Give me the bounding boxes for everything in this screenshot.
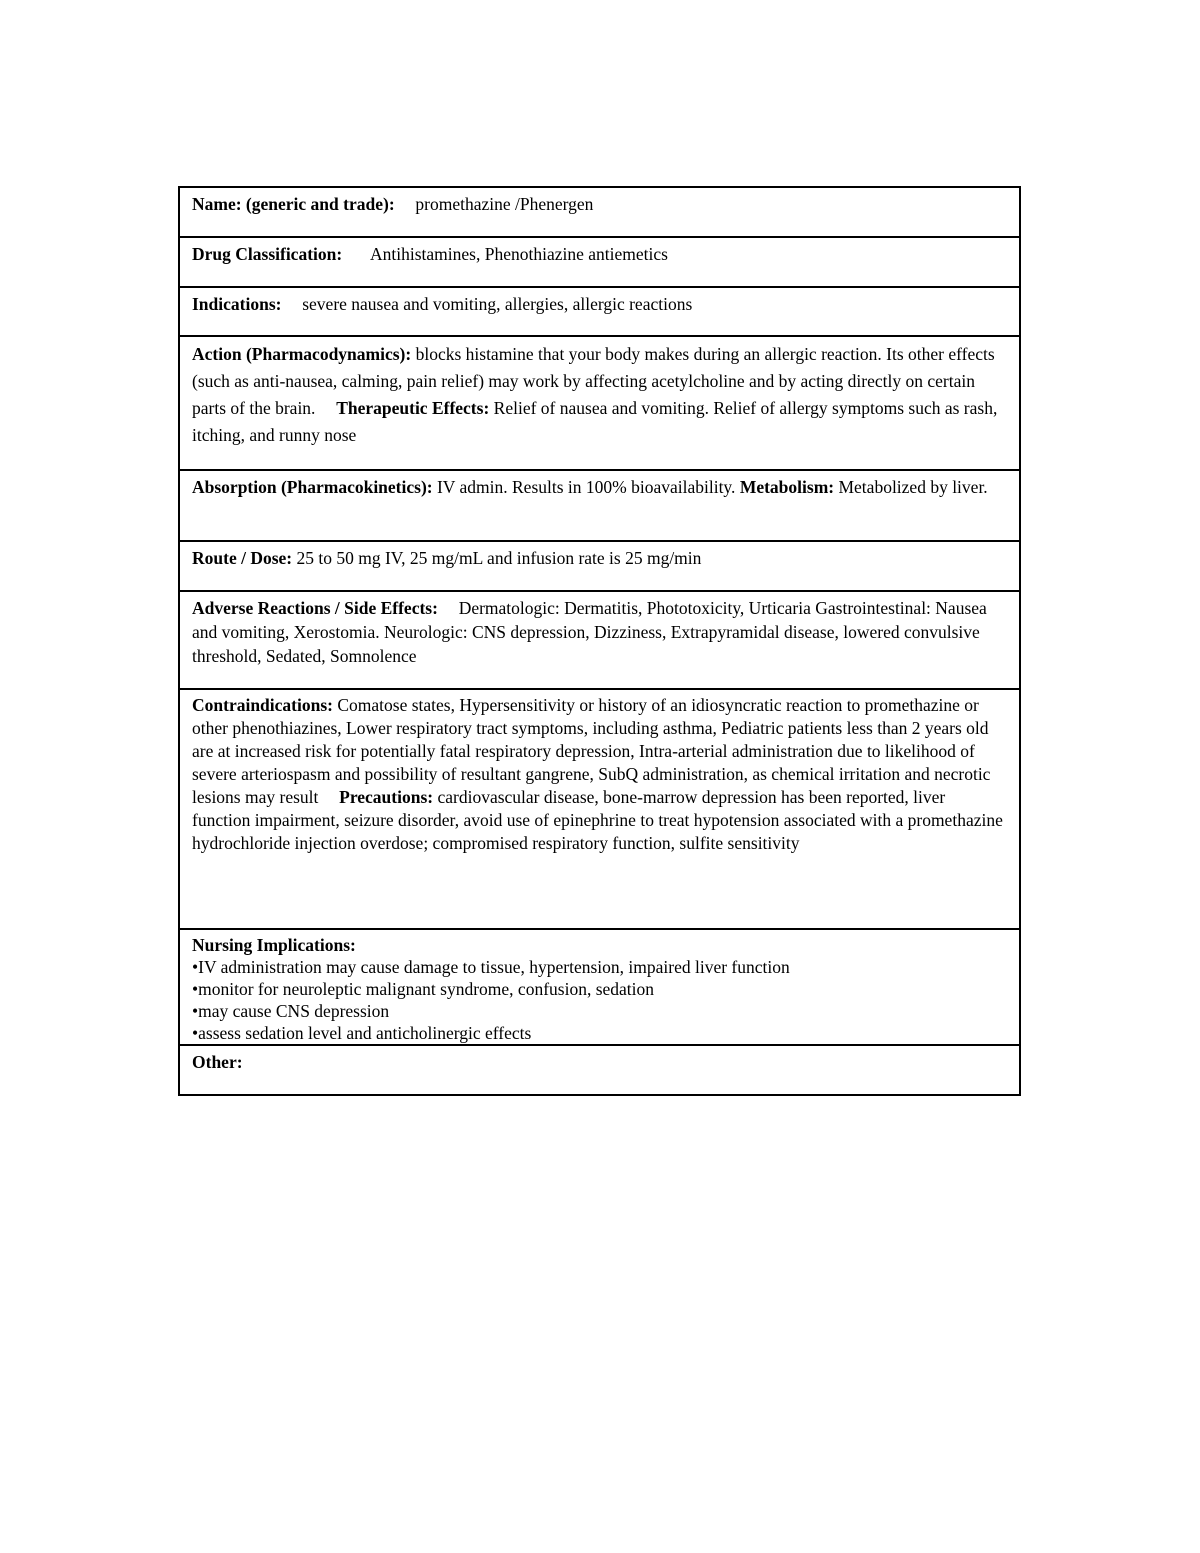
name-label: Name: (generic and trade): bbox=[192, 194, 395, 214]
name-value: promethazine /Phenergen bbox=[415, 194, 594, 214]
route-dose-value: 25 to 50 mg IV, 25 mg/mL and infusion rate is 25 mg/min bbox=[296, 548, 702, 568]
contraindications-label: Contraindications: bbox=[192, 695, 333, 715]
precautions-label: Precautions: bbox=[339, 787, 434, 807]
contraindications-value: Comatose states, Hypersensitivity or history of an idiosyncratic reaction to promethazine or other phenothiazines, Lower respiratory tract symptoms, including asthma, Pediatric patients less than 2 years old are at increased risk for potentially fatal respiratory depression, Intra-arterial administration due to likelihood of severe arteriospasm and possibility of resultant gangrene, SubQ administration, as chemical irritation and necrotic lesions may result bbox=[192, 695, 991, 807]
metabolism-value: Metabolized by liver. bbox=[838, 477, 988, 497]
nursing-implications-label: Nursing Implications: bbox=[192, 935, 356, 955]
absorption-row bbox=[180, 471, 1019, 542]
route-dose-row bbox=[180, 542, 1019, 592]
adverse-reactions-row bbox=[180, 592, 1019, 690]
metabolism-label: Metabolism: bbox=[739, 477, 835, 497]
action-value: blocks histamine that your body makes during an allergic reaction. Its other effects (such as anti-nausea, calming, pain relief) may work by affecting acetylcholine and by acting directly on certain parts of the brain. bbox=[192, 344, 995, 418]
adverse-reactions-label: Adverse Reactions / Side Effects: bbox=[192, 598, 438, 618]
therapeutic-effects-label: Therapeutic Effects: bbox=[336, 398, 490, 418]
precautions-value: cardiovascular disease, bone-marrow depression has been reported, liver function impairment, seizure disorder, avoid use of epinephrine to treat hypotension associated with a promethazine hydrochloride injection overdose; compromised respiratory function, sulfite sensitivity bbox=[192, 787, 1003, 853]
indications-row bbox=[180, 288, 1019, 337]
list-item: • assess sedation level and anticholinergic effects bbox=[192, 1022, 1007, 1044]
absorption-label: Absorption (Pharmacokinetics): bbox=[192, 477, 433, 497]
action-row bbox=[180, 337, 1019, 471]
list-item: • monitor for neuroleptic malignant syndrome, confusion, sedation bbox=[192, 978, 1007, 1000]
route-dose-label: Route / Dose: bbox=[192, 548, 293, 568]
name-row bbox=[180, 188, 1019, 238]
action-label: Action (Pharmacodynamics): bbox=[192, 344, 412, 364]
classification-row bbox=[180, 238, 1019, 288]
indications-value: severe nausea and vomiting, allergies, allergic reactions bbox=[302, 294, 693, 314]
classification-label: Drug Classification: bbox=[192, 244, 343, 264]
adverse-reactions-value: Dermatologic: Dermatitis, Phototoxicity, Urticaria Gastrointestinal: Nausea and vomiting, Xerostomia. Neurologic: CNS depression, Dizziness, Extrapyramidal disease, lowered convulsive threshold, Sedated, Somnolence bbox=[192, 598, 987, 666]
other-label: Other: bbox=[192, 1052, 243, 1072]
other-row bbox=[180, 1046, 1019, 1094]
nursing-implications-row bbox=[180, 930, 1019, 1046]
list-item: • may cause CNS depression bbox=[192, 1000, 1007, 1022]
therapeutic-effects-value: Relief of nausea and vomiting. Relief of allergy symptoms such as rash, itching, and runny nose bbox=[192, 398, 998, 445]
nursing-implications-list bbox=[192, 956, 1007, 1044]
list-item: • IV administration may cause damage to tissue, hypertension, impaired liver function bbox=[192, 956, 1007, 978]
indications-label: Indications: bbox=[192, 294, 282, 314]
drug-card bbox=[178, 186, 1021, 1096]
classification-value: Antihistamines, Phenothiazine antiemetics bbox=[370, 244, 668, 264]
contraindications-row bbox=[180, 690, 1019, 930]
absorption-value: IV admin. Results in 100% bioavailability. bbox=[436, 477, 736, 497]
